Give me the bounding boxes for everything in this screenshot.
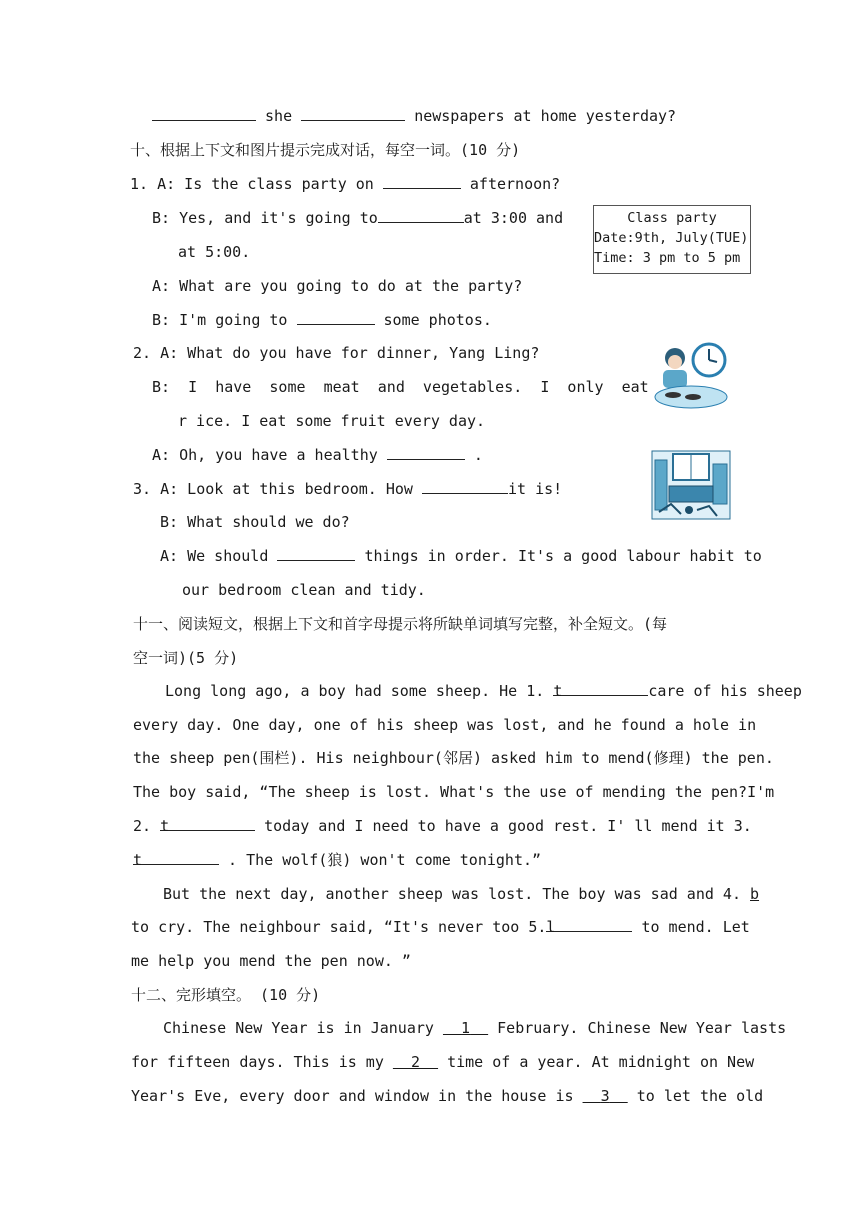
text: at 3:00 and xyxy=(463,209,564,227)
q3-line-b1: B: What should we do? xyxy=(160,513,350,531)
passage-line-2: every day. One day, one of his sheep was lost, and he found a hole in xyxy=(133,716,757,734)
text: B: Yes, and it's going to xyxy=(152,209,378,227)
girl-dinner-clock-icon xyxy=(653,342,729,410)
answer-blank[interactable] xyxy=(297,310,375,325)
class-party-date: Date:9th, July(TUE) xyxy=(594,230,749,246)
q1-line-b2 xyxy=(152,310,492,330)
q1-line-b1-cont: at 5:00. xyxy=(178,243,251,261)
passage-line-6 xyxy=(133,850,541,870)
answer-blank-2[interactable] xyxy=(160,816,255,835)
q3-line-a2 xyxy=(160,546,762,566)
text: But the next day, another sheep was lost. The boy was sad and 4. xyxy=(163,885,741,903)
passage-line-3: the sheep pen(围栏). His neighbour(邻居) asked him to mend(修理) the pen. xyxy=(133,749,774,767)
blank-number: 3 xyxy=(600,1087,610,1105)
section-12-heading: 十二、完形填空。 (10 分) xyxy=(131,986,321,1004)
text: A: Oh, you have a healthy xyxy=(152,446,378,464)
text: . The wolf(狼) won't come tonight.” xyxy=(228,851,542,869)
text: for fifteen days. This is my xyxy=(131,1053,384,1071)
answer-blank[interactable] xyxy=(387,445,465,460)
text: to let the old xyxy=(636,1087,764,1105)
q3-line-a1 xyxy=(133,479,562,499)
answer-blank[interactable] xyxy=(277,546,355,561)
text: she xyxy=(265,107,293,125)
text: to cry. The neighbour said, “It's never too 5. xyxy=(131,918,547,936)
text: today and I need to have a good rest. I' ll mend it 3. xyxy=(264,817,752,835)
cloze-blank-2[interactable] xyxy=(393,1053,438,1071)
text: Long long ago, a boy had some sheep. He 1. xyxy=(165,682,545,700)
text: things in order. It's a good labour habit to xyxy=(364,547,762,565)
text: care of his sheep xyxy=(648,682,802,700)
hint-letter: t xyxy=(553,682,563,700)
text: Year's Eve, every door and window in the house is xyxy=(131,1087,574,1105)
text: some photos. xyxy=(383,311,492,329)
cloze-blank-1[interactable] xyxy=(443,1019,488,1037)
answer-blank[interactable] xyxy=(383,174,461,189)
text: 3. A: Look at this bedroom. How xyxy=(133,480,413,498)
class-party-box xyxy=(593,205,751,274)
text: B: I'm going to xyxy=(152,311,288,329)
text: Chinese New Year is in January xyxy=(163,1019,434,1037)
text: afternoon? xyxy=(469,175,561,193)
passage-line-7 xyxy=(163,884,759,904)
blank-number: 1 xyxy=(461,1019,471,1037)
q1-line-a2: A: What are you going to do at the party? xyxy=(152,277,523,295)
hint-letter: t xyxy=(160,817,170,835)
text: newspapers at home yesterday? xyxy=(414,107,677,125)
passage-line-4: The boy said, “The sheep is lost. What's the use of mending the pen?I'm xyxy=(133,783,775,801)
passage-line-8 xyxy=(131,917,750,937)
answer-blank-3[interactable] xyxy=(133,850,219,869)
answer-blank-1[interactable] xyxy=(553,681,648,700)
q3-line-a2-cont: our bedroom clean and tidy. xyxy=(182,581,426,599)
passage-line-9: me help you mend the pen now. ” xyxy=(131,952,411,970)
passage-line-5 xyxy=(133,816,752,836)
class-party-title: Class party xyxy=(627,210,717,226)
cloze-blank-3[interactable] xyxy=(583,1087,628,1105)
q1-line-a1 xyxy=(130,174,560,194)
text: February. Chinese New Year lasts xyxy=(497,1019,787,1037)
blank-number: 2 xyxy=(410,1053,420,1071)
hint-letter: t xyxy=(133,851,143,869)
answer-blank[interactable] xyxy=(301,106,405,121)
cloze-line-2 xyxy=(131,1052,754,1072)
answer-blank-5[interactable] xyxy=(546,917,632,936)
cloze-line-1 xyxy=(163,1018,786,1038)
answer-blank[interactable] xyxy=(422,479,508,494)
q2-line-b1-cont: r ice. I eat some fruit every day. xyxy=(178,412,486,430)
hint-letter: l xyxy=(546,918,556,936)
q2-line-b1: B: I have some meat and vegetables. I only eat xyxy=(152,378,649,396)
messy-bedroom-icon xyxy=(651,450,731,520)
class-party-time: Time: 3 pm to 5 pm xyxy=(594,250,741,266)
passage-line-1 xyxy=(165,681,802,701)
text: 1. A: Is the class party on xyxy=(130,175,374,193)
section-10-heading: 十、根据上下文和图片提示完成对话，每空一词。(10 分) xyxy=(130,141,521,159)
text: it is! xyxy=(508,480,563,498)
q1-line-b1 xyxy=(152,208,563,228)
section-11-heading: 十一、阅读短文，根据上下文和首字母提示将所缺单词填写完整，补全短文。(每 xyxy=(133,615,668,633)
answer-blank[interactable] xyxy=(378,208,464,223)
text: time of a year. At midnight on New xyxy=(447,1053,755,1071)
section-11-heading-cont: 空一词)(5 分) xyxy=(133,649,239,667)
answer-blank-4[interactable]: b xyxy=(750,885,760,903)
q2-line-a1: 2. A: What do you have for dinner, Yang Ling? xyxy=(133,344,540,362)
q2-line-a2 xyxy=(152,445,483,465)
answer-blank[interactable] xyxy=(152,106,256,121)
text: . xyxy=(473,446,483,464)
text: to mend. Let xyxy=(641,918,750,936)
question-line-top xyxy=(152,106,676,126)
text: 2. xyxy=(133,817,152,835)
cloze-line-3 xyxy=(131,1086,763,1106)
text: A: We should xyxy=(160,547,269,565)
